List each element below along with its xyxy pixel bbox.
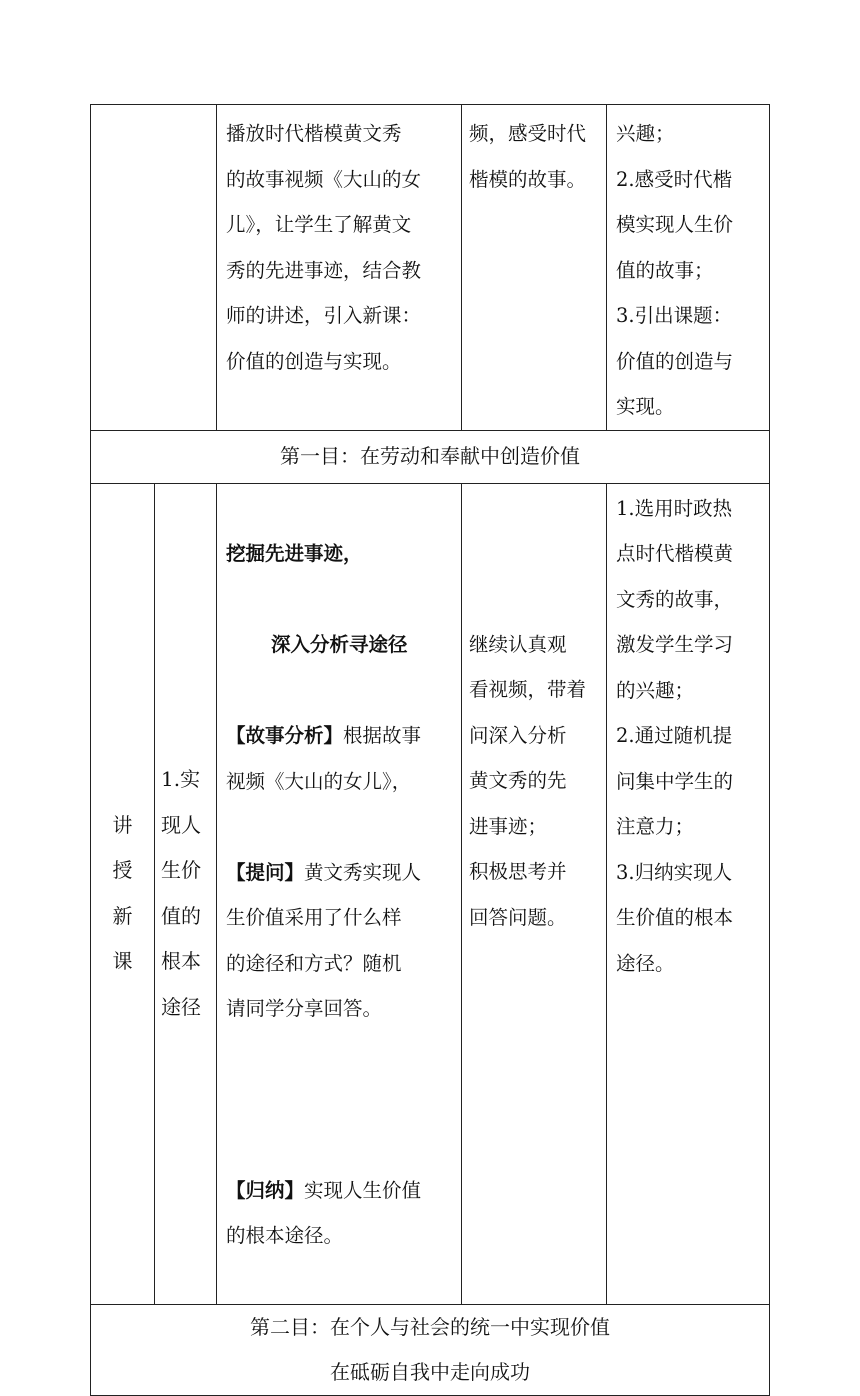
phase-char: 讲 — [112, 812, 133, 837]
summary-text: 实现人生价值 的根本途径。 — [226, 1178, 422, 1247]
story-tag: 【故事分析】 — [226, 724, 344, 747]
table-row — [91, 105, 770, 431]
table-row — [91, 1305, 770, 1396]
blank-line — [226, 1077, 454, 1122]
student-activity-text: 频，感受时代 楷模的故事。 — [469, 122, 587, 191]
section-title: 第一目：在劳动和奉献中创造价值 — [280, 444, 580, 468]
lesson-plan-table — [90, 104, 770, 1396]
story-text: 根据故事 视频《大山的女儿》， — [226, 724, 422, 793]
teacher-activity-cell — [217, 105, 462, 431]
activity-heading-1: 挖掘先进事迹， — [226, 542, 363, 565]
summary-paragraph — [226, 1168, 454, 1259]
phase-cell — [91, 483, 155, 1305]
activity-heading-2: 深入分析寻途径 — [271, 633, 408, 656]
question-paragraph — [226, 850, 454, 1032]
phase-char: 课 — [112, 949, 133, 974]
topic-text: 1.实 现人 生价 值的 根本 途径 — [161, 767, 201, 1019]
student-activity-text: 继续认真观 看视频，带着 问深入分析 黄文秀的先 进事迹； 积极思考并 回答问题。 — [469, 632, 587, 929]
section-title-cell — [91, 1305, 770, 1396]
section-title: 第二目：在个人与社会的统一中实现价值 — [250, 1315, 610, 1339]
summary-tag: 【归纳】 — [226, 1178, 305, 1202]
table-row — [91, 430, 770, 483]
question-text: 黄文秀实现人 生价值采用了什么样 的途径和方式？随机 请同学分享回答。 — [226, 860, 422, 1020]
student-activity-cell — [462, 483, 607, 1305]
section-subtitle: 在砥砺自我中走向成功 — [330, 1360, 530, 1384]
question-tag: 【提问】 — [226, 860, 305, 884]
phase-char: 新 — [112, 903, 133, 928]
teacher-activity-block — [217, 484, 461, 1305]
story-paragraph — [226, 713, 454, 804]
design-intent-text: 1.选用时政热 点时代楷模黄 文秀的故事， 激发学生学习 的兴趣； 2.通过随机提 问集中学生的 注意力； 3.归纳实现人 生价值的根本 途径。 — [616, 496, 734, 975]
design-intent-cell — [607, 483, 770, 1305]
empty-cell — [91, 105, 217, 431]
section-title-cell — [91, 430, 770, 483]
teacher-activity-text: 播放时代楷模黄文秀 的故事视频《大山的女 儿》，让学生了解黄文 秀的先进事迹，结合教 师的讲述，引入新课： 价值的创造与实现。 — [226, 122, 422, 373]
design-intent-text: 兴趣； 2.感受时代楷 模实现人生价 值的故事； 3.引出课题： 价值的创造与 实现。 — [616, 122, 734, 418]
topic-cell — [155, 483, 217, 1305]
design-intent-cell — [607, 105, 770, 431]
table-row — [91, 483, 770, 1305]
phase-char: 授 — [112, 858, 133, 883]
teacher-activity-cell — [217, 483, 462, 1305]
student-activity-cell — [462, 105, 607, 431]
